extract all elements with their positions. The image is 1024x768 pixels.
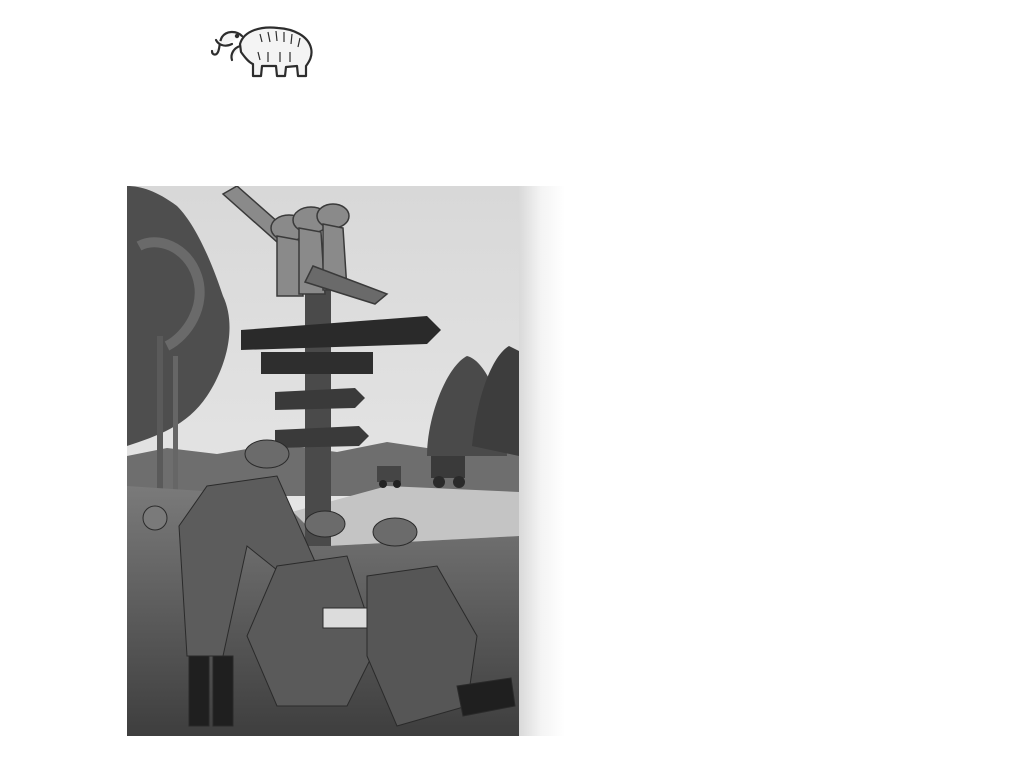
- mammoth-icon: [210, 22, 316, 80]
- left-page-photo: [127, 186, 519, 736]
- right-page: [519, 186, 910, 736]
- book-spread: [127, 186, 910, 736]
- logo-wordmark: [158, 82, 164, 122]
- publisher-logo: [158, 22, 382, 126]
- body-text-column: [553, 226, 709, 232]
- training-camp-photo: [127, 186, 519, 736]
